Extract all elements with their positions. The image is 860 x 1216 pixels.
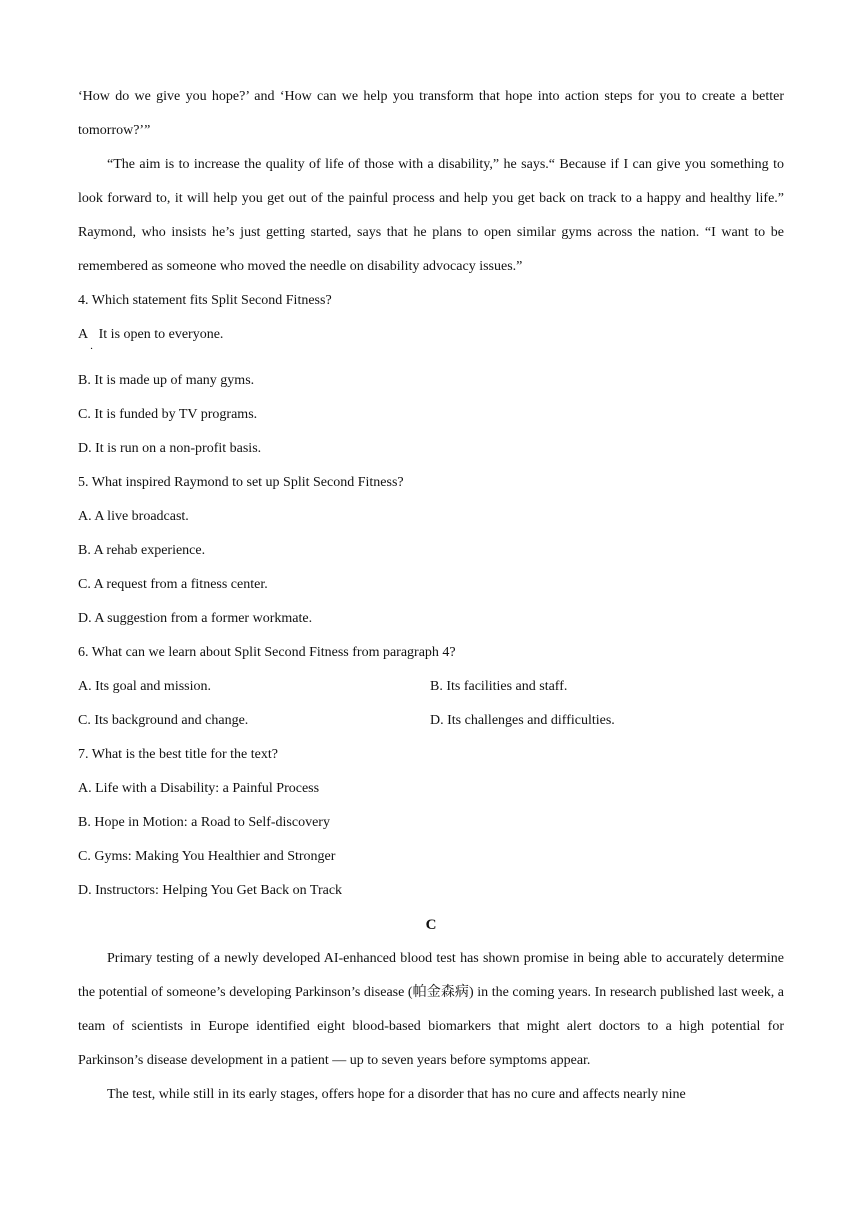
option-dot: ．	[90, 341, 100, 352]
section-title: C	[425, 917, 437, 933]
option-d: D. It is run on a non-profit basis.	[78, 441, 262, 456]
passage-paragraph: “The aim is to increase the quality of life of those with a disability,” he says.“ Because if I can give you something to look forward to, it will help you get out of the painful process and help you get back on track to a happy and healthy life.” Raymond, who insists he’s just getting started, says that he plans to open similar gyms across the nation. “I want to be remembered as someone who moved the needle on disability advocacy issues.”	[78, 157, 784, 274]
passage-paragraph: The test, while still in its early stages, offers hope for a disorder that has no cure and affects nearly nine	[107, 1087, 686, 1102]
option-b: B. A rehab experience.	[78, 543, 206, 558]
option-text: It is open to everyone.	[98, 327, 224, 342]
question-7	[78, 738, 784, 908]
option-d: D. Instructors: Helping You Get Back on Track	[78, 883, 343, 898]
option-b: B. Its facilities and staff.	[430, 679, 568, 694]
document-page	[78, 80, 784, 1112]
question-4	[78, 284, 784, 466]
passage-paragraph: ‘How do we give you hope?’ and ‘How can we help you transform that hope into action steps for you to create a better tomorrow?’”	[78, 89, 784, 138]
option-a: A. Its goal and mission.	[78, 679, 211, 694]
options-row	[78, 670, 784, 704]
question-6	[78, 636, 784, 738]
option-letter: A	[78, 327, 89, 342]
option-c: C. Its background and change.	[78, 713, 249, 728]
option-c: C. A request from a fitness center.	[78, 577, 268, 592]
option-b: B. It is made up of many gyms.	[78, 373, 255, 388]
option-a	[78, 318, 784, 364]
passage-paragraph: Primary testing of a newly developed AI-enhanced blood test has shown promise in being able to accurately determine the potential of someone’s developing Parkinson’s disease (帕金森病) in the coming years. In research published last week, a team of scientists in Europe identified eight blood-based biomarkers that might alert doctors to a high potential for Parkinson’s disease development in a patient — up to seven years before symptoms appear.	[78, 951, 784, 1068]
question-stem: 6. What can we learn about Split Second Fitness from paragraph 4?	[78, 645, 456, 660]
option-b: B. Hope in Motion: a Road to Self-discovery	[78, 815, 330, 830]
option-a: A. A live broadcast.	[78, 509, 189, 524]
option-d: D. A suggestion from a former workmate.	[78, 611, 313, 626]
question-stem: 7. What is the best title for the text?	[78, 747, 278, 762]
question-stem: 4. Which statement fits Split Second Fitness?	[78, 293, 332, 308]
options-row	[78, 704, 784, 738]
question-5	[78, 466, 784, 636]
option-c: C. Gyms: Making You Healthier and Stronger	[78, 849, 336, 864]
option-d: D. Its challenges and difficulties.	[430, 713, 615, 728]
option-a: A. Life with a Disability: a Painful Process	[78, 781, 320, 796]
question-stem: 5. What inspired Raymond to set up Split Second Fitness?	[78, 475, 404, 490]
option-c: C. It is funded by TV programs.	[78, 407, 258, 422]
